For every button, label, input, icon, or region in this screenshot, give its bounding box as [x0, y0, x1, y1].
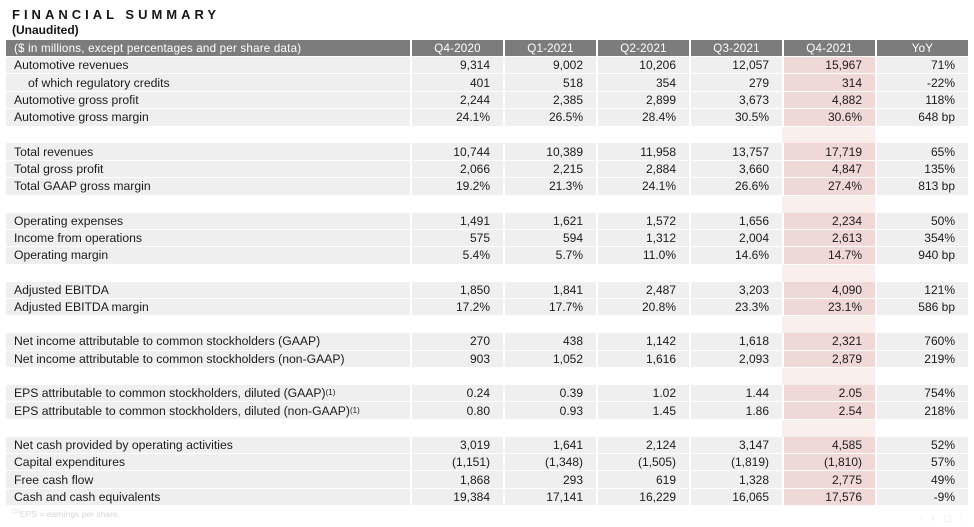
gap-cell: [689, 316, 782, 333]
gap-cell: [689, 127, 782, 144]
value-cell: 10,744: [410, 143, 503, 160]
value-cell: 17.7%: [503, 299, 596, 316]
value-cell: 2,884: [596, 161, 689, 178]
value-cell: 19,384: [410, 489, 503, 506]
value-cell: (1,151): [410, 454, 503, 471]
table-header-column-q4-2020: Q4-2020: [410, 40, 503, 57]
financial-summary-table: [6, 40, 968, 506]
value-cell: -9%: [875, 489, 968, 506]
row-label: Automotive gross margin: [6, 109, 410, 126]
value-cell: 121%: [875, 282, 968, 299]
value-cell: 135%: [875, 161, 968, 178]
row-label: of which regulatory credits: [6, 74, 410, 91]
row-label: Net income attributable to common stockholders (GAAP): [6, 333, 410, 350]
row-label: Automotive gross profit: [6, 92, 410, 109]
gap-cell: [410, 368, 503, 385]
value-cell: 3,673: [689, 92, 782, 109]
table-row: [6, 109, 968, 126]
section-gap-row: [6, 265, 968, 282]
value-cell: 57%: [875, 454, 968, 471]
table-row: [6, 143, 968, 160]
value-cell: 9,002: [503, 57, 596, 74]
table-header-column-yoy: YoY: [875, 40, 968, 57]
table-row: [6, 385, 968, 402]
value-cell: 3,203: [689, 282, 782, 299]
value-cell: 21.3%: [503, 178, 596, 195]
value-cell: 4,090: [782, 282, 875, 299]
gap-highlight-cell: [782, 196, 875, 213]
value-cell: 9,314: [410, 57, 503, 74]
value-cell: 12,057: [689, 57, 782, 74]
table-row: [6, 489, 968, 506]
value-cell: 118%: [875, 92, 968, 109]
value-cell: 354%: [875, 230, 968, 247]
value-cell: 11,958: [596, 143, 689, 160]
value-cell: 2,093: [689, 351, 782, 368]
value-cell: 2.54: [782, 402, 875, 419]
value-cell: 19.2%: [410, 178, 503, 195]
table-row: [6, 333, 968, 350]
table-row: [6, 454, 968, 471]
value-cell: 2,775: [782, 471, 875, 488]
gap-cell: [596, 316, 689, 333]
table-row: [6, 282, 968, 299]
gap-cell: [410, 196, 503, 213]
table-row: [6, 74, 968, 91]
value-cell: 16,229: [596, 489, 689, 506]
value-cell: 71%: [875, 57, 968, 74]
value-cell: 27.4%: [782, 178, 875, 195]
value-cell: 14.7%: [782, 247, 875, 264]
footnote-superscript: (1): [12, 508, 20, 516]
value-cell: 1,491: [410, 213, 503, 230]
value-cell: 11.0%: [596, 247, 689, 264]
value-cell: 17,576: [782, 489, 875, 506]
value-cell: 2,066: [410, 161, 503, 178]
value-cell: 4,882: [782, 92, 875, 109]
gap-cell: [6, 127, 410, 144]
gap-cell: [689, 196, 782, 213]
section-gap-row: [6, 420, 968, 437]
gap-cell: [503, 316, 596, 333]
value-cell: 49%: [875, 471, 968, 488]
value-cell: 1,841: [503, 282, 596, 299]
value-cell: 30.5%: [689, 109, 782, 126]
value-cell: 5.4%: [410, 247, 503, 264]
gap-cell: [503, 368, 596, 385]
value-cell: 3,019: [410, 437, 503, 454]
value-cell: 2,321: [782, 333, 875, 350]
value-cell: 586 bp: [875, 299, 968, 316]
value-cell: 0.93: [503, 402, 596, 419]
value-cell: 2,215: [503, 161, 596, 178]
gap-cell: [875, 316, 968, 333]
section-gap-row: [6, 127, 968, 144]
gap-cell: [596, 196, 689, 213]
gap-highlight-cell: [782, 420, 875, 437]
gap-cell: [875, 196, 968, 213]
row-label: Total GAAP gross margin: [6, 178, 410, 195]
value-cell: 15,967: [782, 57, 875, 74]
gap-cell: [689, 368, 782, 385]
gap-cell: [410, 127, 503, 144]
value-cell: 65%: [875, 143, 968, 160]
row-label: EPS attributable to common stockholders, diluted (GAAP) (1): [6, 385, 410, 402]
gap-cell: [875, 265, 968, 282]
value-cell: 0.39: [503, 385, 596, 402]
value-cell: 1,142: [596, 333, 689, 350]
section-gap-row: [6, 316, 968, 333]
value-cell: 14.6%: [689, 247, 782, 264]
footnote: [12, 509, 120, 519]
value-cell: 24.1%: [596, 178, 689, 195]
value-cell: 1,312: [596, 230, 689, 247]
gap-cell: [596, 420, 689, 437]
value-cell: 575: [410, 230, 503, 247]
gap-cell: [689, 420, 782, 437]
value-cell: (1,819): [689, 454, 782, 471]
gap-highlight-cell: [782, 127, 875, 144]
value-cell: 13,757: [689, 143, 782, 160]
table-row: [6, 437, 968, 454]
value-cell: 219%: [875, 351, 968, 368]
value-cell: 2.05: [782, 385, 875, 402]
gap-cell: [875, 368, 968, 385]
section-gap-row: [6, 368, 968, 385]
value-cell: 401: [410, 74, 503, 91]
value-cell: 5.7%: [503, 247, 596, 264]
gap-cell: [503, 196, 596, 213]
table-header-row: [6, 40, 968, 57]
value-cell: 1,572: [596, 213, 689, 230]
value-cell: 1,618: [689, 333, 782, 350]
row-label: Total revenues: [6, 143, 410, 160]
value-cell: 20.8%: [596, 299, 689, 316]
value-cell: 28.4%: [596, 109, 689, 126]
value-cell: 903: [410, 351, 503, 368]
value-cell: 16,065: [689, 489, 782, 506]
value-cell: 1,052: [503, 351, 596, 368]
table-row: [6, 351, 968, 368]
value-cell: 30.6%: [782, 109, 875, 126]
table-row: [6, 213, 968, 230]
gap-highlight-cell: [782, 368, 875, 385]
gap-cell: [6, 196, 410, 213]
value-cell: 1.45: [596, 402, 689, 419]
table-row: [6, 57, 968, 74]
value-cell: 2,879: [782, 351, 875, 368]
row-label: Free cash flow: [6, 471, 410, 488]
value-cell: 2,124: [596, 437, 689, 454]
value-cell: 1,656: [689, 213, 782, 230]
value-cell: 23.3%: [689, 299, 782, 316]
value-cell: 218%: [875, 402, 968, 419]
value-cell: 2,004: [689, 230, 782, 247]
value-cell: 1,328: [689, 471, 782, 488]
gap-cell: [503, 127, 596, 144]
row-label: Total gross profit: [6, 161, 410, 178]
gap-highlight-cell: [782, 316, 875, 333]
gap-cell: [6, 316, 410, 333]
value-cell: 1.86: [689, 402, 782, 419]
table-header-column-q2-2021: Q2-2021: [596, 40, 689, 57]
row-label: Automotive revenues: [6, 57, 410, 74]
value-cell: 813 bp: [875, 178, 968, 195]
gap-cell: [596, 265, 689, 282]
value-cell: 0.24: [410, 385, 503, 402]
table-row: [6, 161, 968, 178]
value-cell: 1.44: [689, 385, 782, 402]
gap-cell: [503, 420, 596, 437]
gap-cell: [6, 265, 410, 282]
gap-cell: [6, 420, 410, 437]
value-cell: 0.80: [410, 402, 503, 419]
row-label: Adjusted EBITDA: [6, 282, 410, 299]
value-cell: 518: [503, 74, 596, 91]
gap-cell: [689, 265, 782, 282]
value-cell: 4,847: [782, 161, 875, 178]
value-cell: 279: [689, 74, 782, 91]
value-cell: 24.1%: [410, 109, 503, 126]
table-row: [6, 230, 968, 247]
value-cell: 3,147: [689, 437, 782, 454]
value-cell: 270: [410, 333, 503, 350]
value-cell: 1,850: [410, 282, 503, 299]
table-row: [6, 178, 968, 195]
page-subtitle: (Unaudited): [12, 23, 79, 37]
value-cell: 1,641: [503, 437, 596, 454]
row-label: Operating margin: [6, 247, 410, 264]
value-cell: 1,868: [410, 471, 503, 488]
value-cell: 4,585: [782, 437, 875, 454]
value-cell: (1,505): [596, 454, 689, 471]
value-cell: 52%: [875, 437, 968, 454]
value-cell: 17.2%: [410, 299, 503, 316]
table-header-column-q4-2021: Q4-2021: [782, 40, 875, 57]
gap-cell: [596, 127, 689, 144]
row-label: EPS attributable to common stockholders, diluted (non-GAAP) (1): [6, 402, 410, 419]
value-cell: (1,810): [782, 454, 875, 471]
value-cell: 1.02: [596, 385, 689, 402]
value-cell: 10,206: [596, 57, 689, 74]
row-label: Operating expenses: [6, 213, 410, 230]
gap-cell: [6, 368, 410, 385]
table-header-column-q3-2021: Q3-2021: [689, 40, 782, 57]
watermark-controls: ‹ › ▢ ⁝: [920, 513, 966, 523]
value-cell: 10,389: [503, 143, 596, 160]
value-cell: 26.6%: [689, 178, 782, 195]
section-gap-row: [6, 196, 968, 213]
value-cell: 754%: [875, 385, 968, 402]
value-cell: 17,719: [782, 143, 875, 160]
value-cell: 2,234: [782, 213, 875, 230]
value-cell: 1,621: [503, 213, 596, 230]
row-label: Adjusted EBITDA margin: [6, 299, 410, 316]
value-cell: 2,899: [596, 92, 689, 109]
table-row: [6, 299, 968, 316]
table-row: [6, 92, 968, 109]
row-label: Capital expenditures: [6, 454, 410, 471]
value-cell: 438: [503, 333, 596, 350]
value-cell: 2,613: [782, 230, 875, 247]
value-cell: 2,487: [596, 282, 689, 299]
value-cell: 293: [503, 471, 596, 488]
table-header-units-label: ($ in millions, except percentages and per share data): [6, 40, 410, 57]
table-row: [6, 402, 968, 419]
page-title: FINANCIAL SUMMARY: [12, 7, 221, 22]
value-cell: 17,141: [503, 489, 596, 506]
footnote-text: EPS = earnings per share.: [19, 509, 120, 519]
table-row: [6, 471, 968, 488]
table-row: [6, 247, 968, 264]
row-label: Net cash provided by operating activities: [6, 437, 410, 454]
value-cell: 2,244: [410, 92, 503, 109]
value-cell: 26.5%: [503, 109, 596, 126]
gap-cell: [410, 265, 503, 282]
value-cell: 314: [782, 74, 875, 91]
value-cell: 619: [596, 471, 689, 488]
value-cell: 940 bp: [875, 247, 968, 264]
table-header-column-q1-2021: Q1-2021: [503, 40, 596, 57]
gap-cell: [596, 368, 689, 385]
value-cell: 50%: [875, 213, 968, 230]
value-cell: 354: [596, 74, 689, 91]
value-cell: 23.1%: [782, 299, 875, 316]
row-label: Income from operations: [6, 230, 410, 247]
gap-cell: [875, 420, 968, 437]
gap-cell: [410, 316, 503, 333]
value-cell: 760%: [875, 333, 968, 350]
value-cell: 648 bp: [875, 109, 968, 126]
row-label: Cash and cash equivalents: [6, 489, 410, 506]
gap-highlight-cell: [782, 265, 875, 282]
value-cell: (1,348): [503, 454, 596, 471]
gap-cell: [410, 420, 503, 437]
value-cell: -22%: [875, 74, 968, 91]
value-cell: 594: [503, 230, 596, 247]
gap-cell: [503, 265, 596, 282]
value-cell: 2,385: [503, 92, 596, 109]
row-label: Net income attributable to common stockholders (non-GAAP): [6, 351, 410, 368]
gap-cell: [875, 127, 968, 144]
value-cell: 1,616: [596, 351, 689, 368]
value-cell: 3,660: [689, 161, 782, 178]
